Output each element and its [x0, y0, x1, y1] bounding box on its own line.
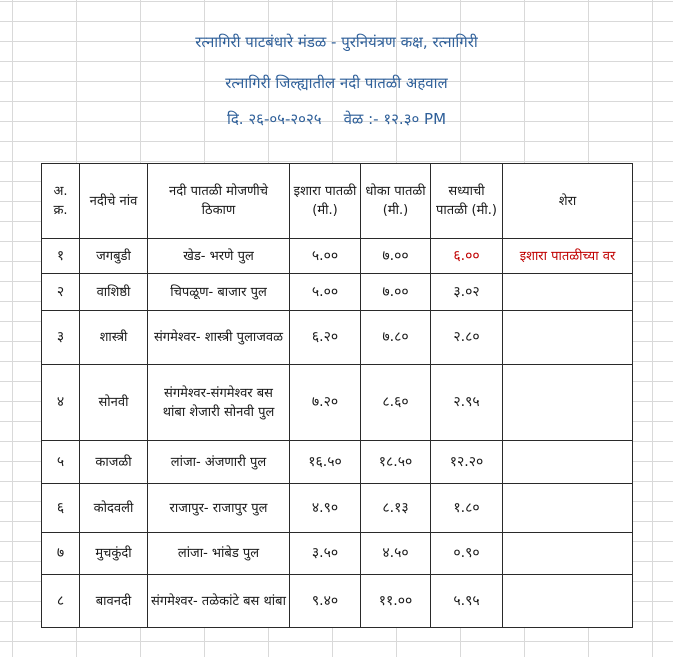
col-header-current-level: सध्याची पातळी (मी.) — [431, 164, 503, 239]
cell-current-level: १२.२० — [431, 441, 503, 484]
cell-warning-level: ५.०० — [290, 239, 361, 274]
cell-remark — [503, 575, 633, 628]
cell-danger-level: ८.६० — [361, 365, 431, 441]
cell-current-level: ५.९५ — [431, 575, 503, 628]
table-row — [42, 575, 633, 628]
cell-location: चिपळूण- बाजार पुल — [148, 274, 290, 311]
col-header-sr: अ. क्र. — [42, 164, 80, 239]
cell-location: संगमेश्वर- शास्त्री पुलाजवळ — [148, 311, 290, 365]
cell-location: लांजा- भांबेड पुल — [148, 533, 290, 575]
col-header-warning-level: इशारा पातळी (मी.) — [290, 164, 361, 239]
table-row — [42, 533, 633, 575]
cell-danger-level: ७.८० — [361, 311, 431, 365]
col-header-location: नदी पातळी मोजणीचे ठिकाण — [148, 164, 290, 239]
table-row — [42, 484, 633, 533]
cell-remark — [503, 484, 633, 533]
cell-river: शास्त्री — [80, 311, 148, 365]
cell-river: जगबुडी — [80, 239, 148, 274]
report-subtitle: रत्नागिरी जिल्ह्यातील नदी पातळी अहवाल — [225, 74, 448, 92]
col-header-remark: शेरा — [503, 164, 633, 239]
cell-current-level: ६.०० — [431, 239, 503, 274]
table-row — [42, 239, 633, 274]
cell-danger-level: १८.५० — [361, 441, 431, 484]
cell-location: खेड- भरणे पुल — [148, 239, 290, 274]
cell-danger-level: ७.०० — [361, 274, 431, 311]
cell-warning-level: ५.०० — [290, 274, 361, 311]
cell-location: राजापुर- राजापुर पुल — [148, 484, 290, 533]
river-level-table — [41, 163, 633, 628]
cell-sr: ४ — [42, 365, 80, 441]
cell-remark — [503, 365, 633, 441]
cell-river: मुचकुंदी — [80, 533, 148, 575]
cell-warning-level: ६.२० — [290, 311, 361, 365]
cell-remark — [503, 311, 633, 365]
cell-location: संगमेश्वर-संगमेश्वर बस थांबा शेजारी सोनवी पुल — [148, 365, 290, 441]
cell-sr: ७ — [42, 533, 80, 575]
cell-warning-level: ४.९० — [290, 484, 361, 533]
cell-river: काजळी — [80, 441, 148, 484]
col-header-danger-level: धोका पातळी (मी.) — [361, 164, 431, 239]
cell-current-level: ३.०२ — [431, 274, 503, 311]
cell-current-level: २.९५ — [431, 365, 503, 441]
cell-current-level: २.८० — [431, 311, 503, 365]
table-row — [42, 441, 633, 484]
cell-current-level: १.८० — [431, 484, 503, 533]
cell-sr: ८ — [42, 575, 80, 628]
cell-sr: ६ — [42, 484, 80, 533]
cell-remark: इशारा पातळीच्या वर — [503, 239, 633, 274]
report-time: वेळ :- १२.३० PM — [343, 110, 447, 128]
cell-warning-level: ७.२० — [290, 365, 361, 441]
cell-river: वाशिष्ठी — [80, 274, 148, 311]
report-date: दि. २६-०५-२०२५ — [226, 110, 322, 128]
cell-current-level: ०.९० — [431, 533, 503, 575]
cell-danger-level: ४.५० — [361, 533, 431, 575]
cell-river: कोदवली — [80, 484, 148, 533]
cell-sr: २ — [42, 274, 80, 311]
cell-location: संगमेश्वर- तळेकांटे बस थांबा — [148, 575, 290, 628]
cell-remark — [503, 441, 633, 484]
date-time-line — [0, 108, 673, 130]
cell-sr: १ — [42, 239, 80, 274]
cell-danger-level: ८.१३ — [361, 484, 431, 533]
cell-remark — [503, 533, 633, 575]
cell-remark — [503, 274, 633, 311]
col-header-river: नदीचे नांव — [80, 164, 148, 239]
table-header-row — [42, 164, 633, 239]
cell-river: बावनदी — [80, 575, 148, 628]
cell-location: लांजा- अंजणारी पुल — [148, 441, 290, 484]
table-row — [42, 365, 633, 441]
cell-river: सोनवी — [80, 365, 148, 441]
table-row — [42, 274, 633, 311]
cell-warning-level: ९.४० — [290, 575, 361, 628]
cell-sr: ३ — [42, 311, 80, 365]
cell-danger-level: ११.०० — [361, 575, 431, 628]
cell-sr: ५ — [42, 441, 80, 484]
cell-danger-level: ७.०० — [361, 239, 431, 274]
report-title: रत्नागिरी पाटबंधारे मंडळ - पुरनियंत्रण कक्ष, रत्नागिरी — [195, 33, 478, 51]
cell-warning-level: ३.५० — [290, 533, 361, 575]
cell-warning-level: १६.५० — [290, 441, 361, 484]
table-row — [42, 311, 633, 365]
